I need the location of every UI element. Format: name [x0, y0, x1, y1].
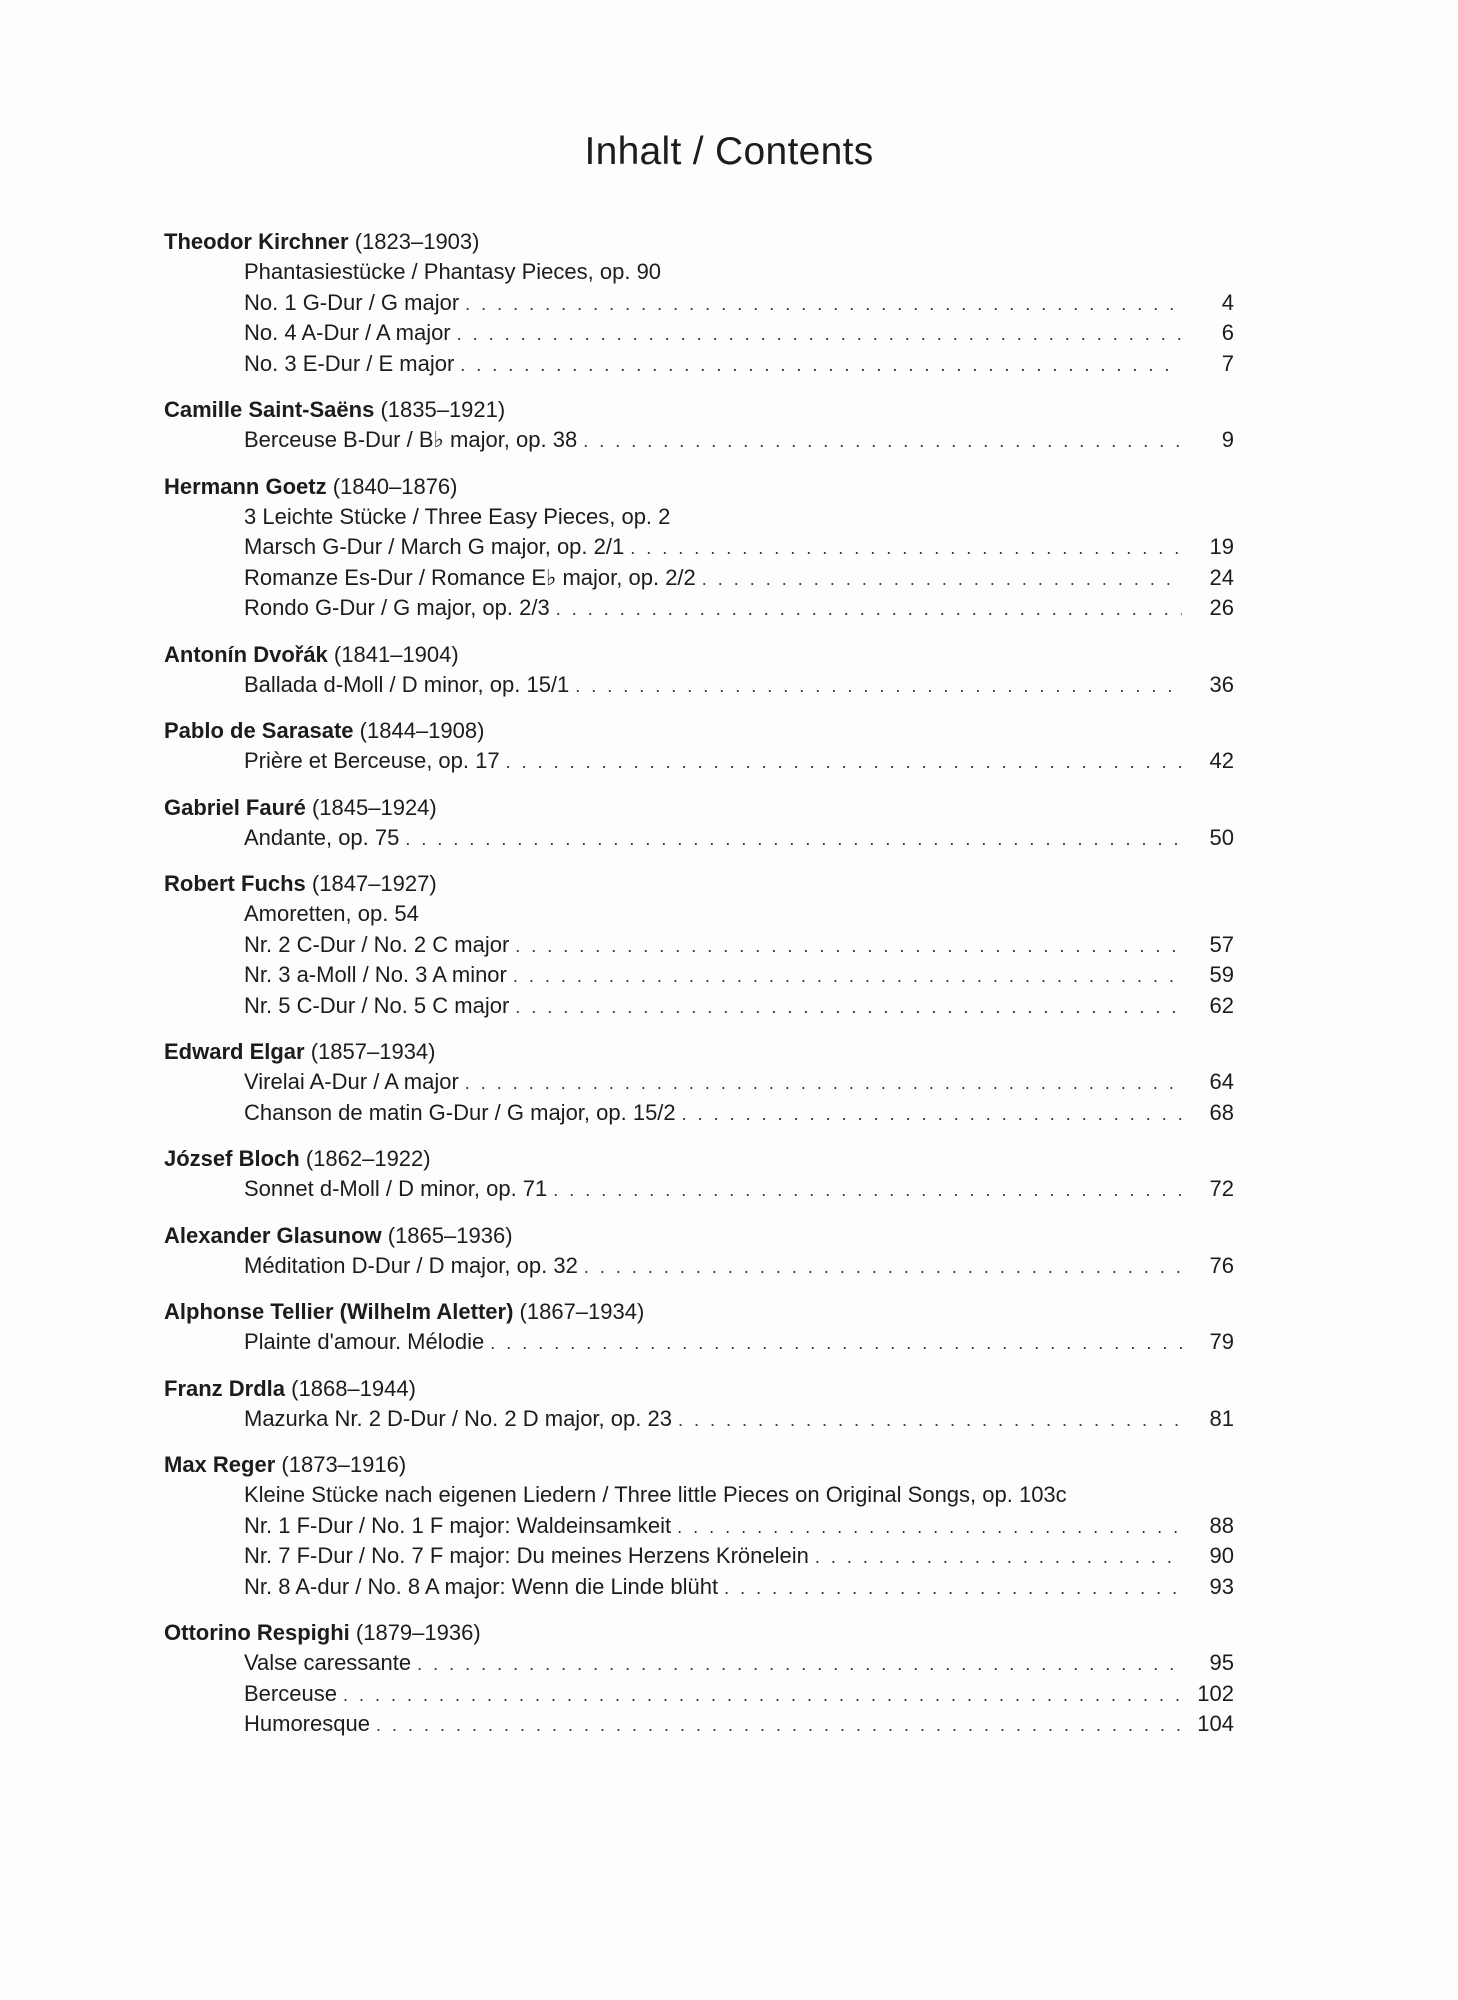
page-number: 9: [1221, 427, 1234, 452]
composer-dates: (1835–1921): [380, 397, 506, 422]
composer-dates: (1847–1927): [311, 871, 437, 896]
composer-heading: [164, 1374, 1234, 1404]
page-number: 81: [1209, 1405, 1234, 1431]
page-number: 42: [1209, 748, 1234, 773]
composer-dates: (1857–1934): [310, 1039, 436, 1064]
composer-heading: [164, 1037, 1234, 1067]
dot-leader: [513, 961, 1182, 992]
toc-entry[interactable]: [164, 1511, 1234, 1542]
composer-heading: [164, 1144, 1234, 1174]
composer-name: József Bloch: [164, 1146, 300, 1171]
composer-name: Ottorino Respighi: [164, 1620, 350, 1645]
page-number: 4: [1221, 289, 1234, 315]
piece-title: Nr. 5 C-Dur / No. 5 C major: [244, 992, 510, 1018]
dot-leader: [465, 1068, 1182, 1099]
toc-entry[interactable]: [164, 960, 1234, 991]
composer-entry: [164, 1374, 1234, 1435]
work-heading: Kleine Stücke nach eigenen Liedern / Three little Pieces on Original Songs, op. 103c: [244, 1482, 1067, 1507]
composer-heading: [164, 1618, 1234, 1648]
composer-entry: [164, 1144, 1234, 1205]
composer-heading: [164, 1297, 1234, 1327]
piece-title: No. 4 A-Dur / A major: [244, 320, 451, 345]
composer-name: Alphonse Tellier (Wilhelm Aletter): [164, 1299, 514, 1324]
toc-entry[interactable]: [164, 349, 1234, 380]
dot-leader: [677, 1512, 1182, 1543]
toc-entry[interactable]: [164, 1174, 1234, 1205]
piece-title: Mazurka Nr. 2 D-Dur / No. 2 D major, op. 23: [244, 1405, 672, 1431]
composer-heading: [164, 395, 1234, 425]
toc-entry[interactable]: [164, 823, 1234, 854]
composer-name: Antonín Dvořák: [164, 641, 328, 667]
piece-title: Marsch G-Dur / March G major, op. 2/1: [244, 534, 625, 559]
toc-entry[interactable]: [164, 1098, 1234, 1129]
composer-dates: (1845–1924): [311, 794, 437, 820]
dot-leader: [815, 1542, 1182, 1573]
dot-leader: [630, 533, 1182, 564]
piece-title: Nr. 7 F-Dur / No. 7 F major: Du meines Herzens Krönelein: [244, 1543, 809, 1568]
toc-entry[interactable]: [164, 1541, 1234, 1572]
page-number: 19: [1209, 534, 1234, 559]
composer-heading: [164, 472, 1234, 502]
page-number: 76: [1209, 1252, 1234, 1278]
composer-dates: (1868–1944): [291, 1375, 416, 1401]
page-number: 104: [1197, 1711, 1234, 1736]
page-number: 24: [1209, 564, 1234, 590]
toc-entry[interactable]: [164, 532, 1234, 563]
composer-entry: [164, 1037, 1234, 1128]
composer-entry: [164, 1297, 1234, 1358]
composer-dates: (1841–1904): [333, 641, 459, 667]
dot-leader: [515, 931, 1182, 962]
composer-dates: (1865–1936): [387, 1222, 513, 1248]
composer-heading: [164, 716, 1234, 746]
dot-leader: [553, 1175, 1182, 1206]
toc-entry[interactable]: [164, 1648, 1234, 1679]
piece-title: Berceuse: [244, 1680, 337, 1706]
dot-leader: [682, 1099, 1182, 1130]
page-number: 102: [1197, 1680, 1234, 1706]
page-number: 68: [1209, 1099, 1234, 1125]
dot-leader: [575, 671, 1182, 702]
composer-name: Robert Fuchs: [164, 871, 306, 896]
piece-title: Nr. 2 C-Dur / No. 2 C major: [244, 931, 510, 957]
toc-entry[interactable]: [164, 563, 1234, 594]
dot-leader: [515, 992, 1182, 1023]
composer-entry: [164, 1221, 1234, 1282]
toc-entry[interactable]: [164, 930, 1234, 961]
piece-title: No. 1 G-Dur / G major: [244, 289, 460, 315]
toc-entry[interactable]: [164, 746, 1234, 777]
piece-title: Berceuse B-Dur / B♭ major, op. 38: [244, 427, 578, 452]
composer-entry: [164, 395, 1234, 456]
toc-entry[interactable]: [164, 288, 1234, 319]
page-number: 57: [1209, 931, 1234, 957]
piece-title: Méditation D-Dur / D major, op. 32: [244, 1252, 578, 1278]
page-number: 26: [1209, 595, 1234, 620]
dot-leader: [457, 319, 1182, 350]
dot-leader: [376, 1710, 1182, 1741]
dot-leader: [506, 747, 1182, 778]
composer-heading: [164, 869, 1234, 899]
piece-title: Humoresque: [244, 1711, 370, 1736]
page-number: 95: [1209, 1650, 1234, 1675]
composer-entry: [164, 793, 1234, 854]
composer-dates: (1844–1908): [359, 718, 485, 743]
dot-leader: [490, 1328, 1182, 1359]
piece-title: Romanze Es-Dur / Romance E♭ major, op. 2/2: [244, 564, 696, 590]
toc-entry[interactable]: [164, 1251, 1234, 1282]
toc-entry[interactable]: [164, 1404, 1234, 1435]
composer-entry: [164, 640, 1234, 701]
page-number: 36: [1209, 671, 1234, 697]
toc-entry[interactable]: [164, 1327, 1234, 1358]
page-number: 79: [1209, 1329, 1234, 1354]
composer-name: Franz Drdla: [164, 1375, 286, 1401]
piece-title: Virelai A-Dur / A major: [244, 1069, 459, 1094]
page-number: 93: [1209, 1573, 1234, 1599]
composer-heading: [164, 1450, 1234, 1480]
composer-dates: (1823–1903): [354, 229, 480, 254]
composer-dates: (1867–1934): [519, 1299, 645, 1324]
composer-entry: [164, 716, 1234, 777]
composer-name: Gabriel Fauré: [164, 794, 306, 820]
composer-entry: [164, 1618, 1234, 1740]
page-number: 6: [1221, 320, 1234, 345]
dot-leader: [405, 824, 1182, 855]
page-number: 7: [1221, 350, 1234, 376]
piece-title: Rondo G-Dur / G major, op. 2/3: [244, 595, 550, 620]
work-heading: Amoretten, op. 54: [244, 901, 419, 926]
composer-entry: [164, 869, 1234, 1021]
piece-title: Andante, op. 75: [244, 824, 400, 850]
page-number: 88: [1209, 1512, 1234, 1538]
composer-name: Hermann Goetz: [164, 473, 327, 499]
dot-leader: [556, 594, 1182, 625]
piece-title: Plainte d'amour. Mélodie: [244, 1329, 485, 1354]
composer-name: Camille Saint-Saëns: [164, 397, 375, 422]
dot-leader: [465, 289, 1182, 320]
piece-title: Nr. 1 F-Dur / No. 1 F major: Waldeinsamkeit: [244, 1512, 672, 1538]
piece-title: Sonnet d-Moll / D minor, op. 71: [244, 1176, 548, 1201]
toc-entry[interactable]: [164, 593, 1234, 624]
table-of-contents: [164, 227, 1234, 1756]
composer-heading: [164, 793, 1234, 823]
toc-entry[interactable]: [164, 1709, 1234, 1740]
toc-entry[interactable]: [164, 1572, 1234, 1603]
dot-leader: [724, 1573, 1182, 1604]
dot-leader: [583, 426, 1182, 457]
dot-leader: [584, 1252, 1182, 1283]
work-heading: Phantasiestücke / Phantasy Pieces, op. 90: [244, 259, 662, 284]
composer-heading: [164, 227, 1234, 257]
piece-title: Nr. 8 A-dur / No. 8 A major: Wenn die Linde blüht: [244, 1573, 719, 1599]
composer-dates: (1879–1936): [355, 1620, 481, 1645]
piece-title: No. 3 E-Dur / E major: [244, 350, 455, 376]
page-number: 62: [1209, 992, 1234, 1018]
toc-entry[interactable]: [164, 670, 1234, 701]
piece-title: Prière et Berceuse, op. 17: [244, 748, 500, 773]
work-heading: 3 Leichte Stücke / Three Easy Pieces, op. 2: [244, 503, 671, 529]
composer-heading: [164, 1221, 1234, 1251]
composer-dates: (1840–1876): [332, 473, 458, 499]
composer-entry: [164, 472, 1234, 624]
composer-entry: [164, 227, 1234, 379]
composer-name: Theodor Kirchner: [164, 229, 349, 254]
dot-leader: [417, 1649, 1182, 1680]
toc-entry[interactable]: [164, 425, 1234, 456]
composer-entry: [164, 1450, 1234, 1602]
toc-entry[interactable]: [164, 1067, 1234, 1098]
composer-name: Pablo de Sarasate: [164, 718, 354, 743]
dot-leader: [678, 1405, 1182, 1436]
dot-leader: [343, 1680, 1182, 1711]
piece-title: Valse caressante: [244, 1650, 412, 1675]
page-title: Inhalt / Contents: [584, 130, 874, 173]
dot-leader: [460, 350, 1182, 381]
piece-title: Chanson de matin G-Dur / G major, op. 15/2: [244, 1099, 676, 1125]
composer-dates: (1862–1922): [305, 1146, 431, 1171]
toc-entry[interactable]: [164, 991, 1234, 1022]
page-number: 64: [1209, 1069, 1234, 1094]
piece-title: Ballada d-Moll / D minor, op. 15/1: [244, 671, 570, 697]
piece-title: Nr. 3 a-Moll / No. 3 A minor: [244, 962, 507, 987]
page-number: 59: [1209, 962, 1234, 987]
toc-entry[interactable]: [164, 318, 1234, 349]
composer-name: Max Reger: [164, 1452, 276, 1477]
page-number: 90: [1209, 1543, 1234, 1568]
composer-dates: (1873–1916): [281, 1452, 407, 1477]
page-number: 72: [1209, 1176, 1234, 1201]
composer-name: Alexander Glasunow: [164, 1222, 382, 1248]
toc-entry[interactable]: [164, 1679, 1234, 1710]
composer-name: Edward Elgar: [164, 1039, 305, 1064]
page-number: 50: [1209, 824, 1234, 850]
dot-leader: [702, 564, 1182, 595]
composer-heading: [164, 640, 1234, 670]
